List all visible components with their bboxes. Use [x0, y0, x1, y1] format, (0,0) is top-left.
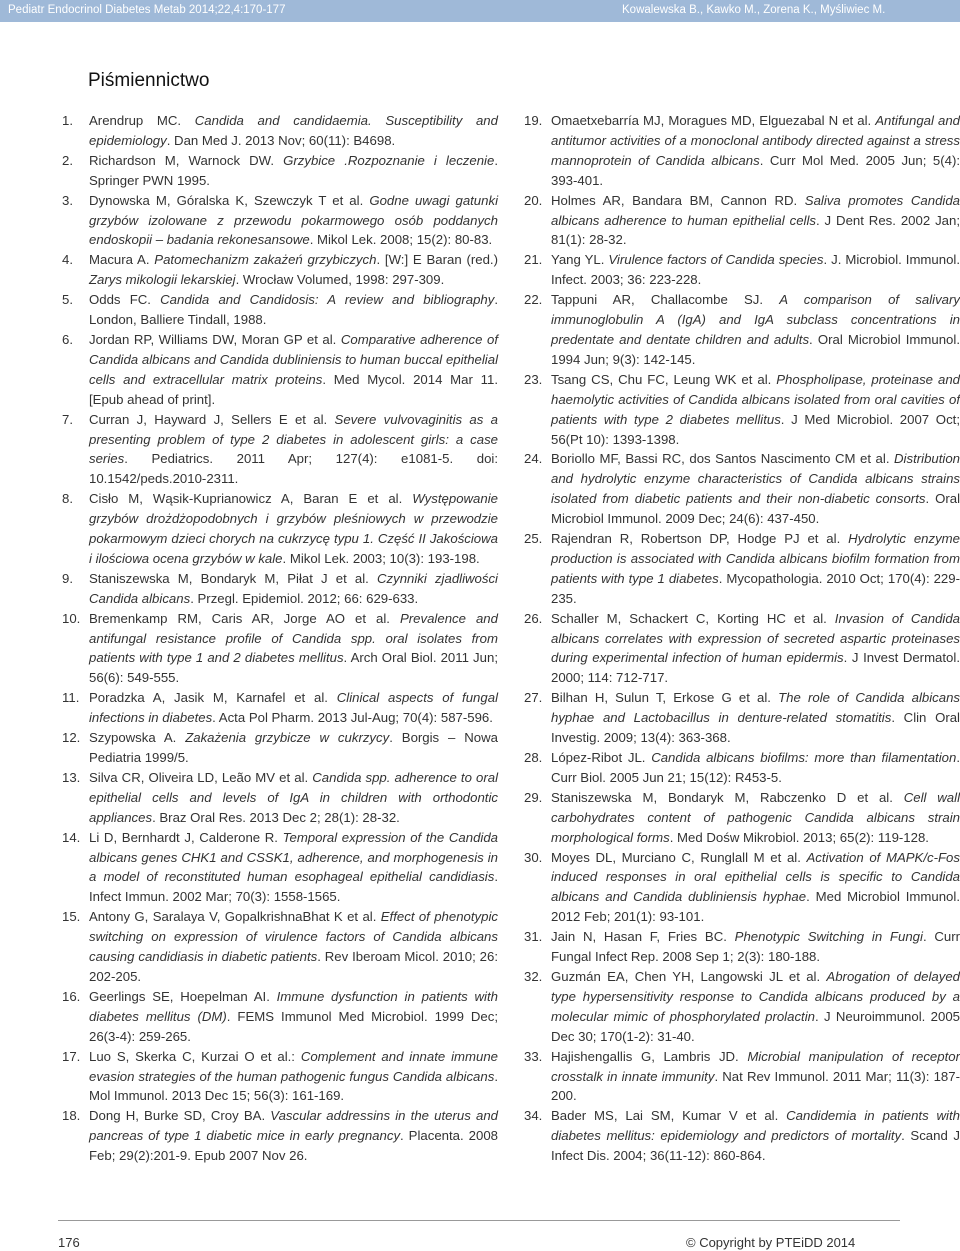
- reference-text: . FEMS Immunol Med Microbiol. 1999 Dec; 26(3-4): 259-265.: [89, 1008, 498, 1044]
- reference-text: . Nat Rev Immunol. 2011 Mar; 11(3): 187-200.: [551, 1068, 960, 1104]
- reference-number: 15.: [62, 909, 81, 925]
- reference-item: [62, 330, 498, 410]
- reference-text: Dong H, Burke SD, Croy BA.: [89, 1108, 271, 1124]
- reference-title: Hydrolytic enzyme production is associated with Candida albicans biofilm formation from patients with type 1 diabetes: [551, 531, 960, 586]
- reference-item: [524, 848, 960, 928]
- footer-divider: [58, 1220, 900, 1221]
- reference-number: 25.: [524, 531, 543, 547]
- reference-item: [62, 768, 498, 828]
- reference-item: [62, 410, 498, 490]
- reference-title: Abrogation of delayed type hypersensitivity response to Candida albicans produced by a molecular mimic of phosphorylated prolactin: [551, 968, 960, 1024]
- reference-text: . Rev Iberoam Micol. 2010; 26: 202-205.: [89, 949, 498, 984]
- reference-text: Jordan RP, Williams DW, Moran GP et al.: [89, 331, 341, 347]
- reference-item: [524, 370, 960, 450]
- reference-number: 33.: [524, 1048, 543, 1064]
- references-column-left: [62, 111, 498, 1166]
- reference-text: Tappuni AR, Challacombe SJ.: [551, 292, 780, 308]
- reference-title: Distribution and hydrolytic enzyme characteristics of Candida albicans strains isolated from diabetic patients and their non-diabetic consorts: [551, 451, 960, 507]
- reference-number: 7.: [62, 411, 73, 427]
- reference-text: . J Neuroimmunol. 2005 Dec 30; 170(1-2): 31-40.: [551, 1008, 960, 1044]
- reference-title: Invasion of Candida albicans correlates with expression of secreted aspartic proteinases during experimental infection of human epidermis: [551, 610, 960, 666]
- reference-item: [62, 609, 498, 689]
- reference-title: Severe vulvovaginitis as a presenting problem of type 2 diabetes in adolescent girls: a case series: [89, 411, 499, 467]
- reference-text: . Oral Microbiol Immunol. 2009 Dec; 24(6): 437-450.: [551, 491, 960, 527]
- reference-title: Antifungal and antitumor activities of a monoclonal antibody directed against a stress mannoprotein of Candida albicans: [551, 113, 960, 168]
- reference-title: Czynniki zjadliwości Candida albicans: [89, 570, 498, 606]
- reference-title: Candida spp. adherence to oral epithelial cells and levels of IgA in children with orthodontic appliances: [89, 769, 498, 825]
- reference-number: 11.: [62, 690, 80, 706]
- reference-text: . Mol Immunol. 2013 Dec 15; 56(3): 161-169.: [89, 1068, 498, 1104]
- reference-number: 6.: [62, 331, 73, 347]
- reference-title: Godne uwagi gatunki grzybów izolowane z przewodu pokarmowego osób poddanych endoskopii – badania rekonesansowe: [89, 192, 499, 248]
- reference-item: [524, 529, 960, 609]
- reference-text: Silva CR, Oliveira LD, Leão MV et al.: [89, 769, 313, 785]
- reference-text: Poradzka A, Jasik M, Karnafel et al.: [89, 690, 337, 706]
- reference-title: Patomechanizm zakażeń grzybiczych: [154, 252, 377, 268]
- copyright-notice: © Copyright by PTEiDD 2014: [686, 1235, 856, 1250]
- reference-text: Schaller M, Schackert C, Korting HC et al.: [551, 610, 835, 626]
- reference-text: Staniszewska M, Bondaryk M, Rabczenko D et al.: [551, 789, 904, 805]
- reference-text: Geerlings SE, Hoepelman AI.: [89, 988, 277, 1004]
- reference-text: . Oral Microbiol Immunol. 1994 Jun; 9(3): 142-145.: [551, 331, 960, 367]
- reference-text: . J Med Microbiol. 2007 Oct; 56(Pt 10): 1393-1398.: [551, 411, 960, 447]
- reference-text: Antony G, Saralaya V, GopalkrishnaBhat K et al.: [89, 909, 381, 925]
- reference-text: . Med Microbiol Immunol. 2012 Feb; 201(1): 93-101.: [551, 889, 960, 925]
- page-number: 176: [58, 1235, 80, 1250]
- reference-number: 22.: [524, 292, 543, 308]
- reference-text: . J Dent Res. 2002 Jan; 81(1): 28-32.: [551, 212, 960, 248]
- reference-number: 5.: [62, 292, 73, 308]
- reference-text: Cisło M, Wąsik-Kuprianowicz A, Baran E et al.: [89, 491, 413, 507]
- reference-text: . Springer PWN 1995.: [89, 152, 498, 188]
- reference-text: Boriollo MF, Bassi RC, dos Santos Nascimento CM et al.: [551, 451, 895, 467]
- reference-number: 28.: [524, 750, 543, 765]
- reference-item: [62, 728, 498, 768]
- reference-number: 18.: [62, 1108, 81, 1124]
- reference-number: 23.: [524, 371, 543, 387]
- reference-item: [62, 191, 498, 251]
- reference-title: Phospholipase, proteinase and haemolytic activities of Candida albicans isolated from oral cavities of patients with type 2 diabetes mellitus: [551, 371, 960, 427]
- reference-item: [524, 111, 960, 191]
- reference-text: . Clin Oral Investig. 2009; 13(4): 363-368.: [551, 710, 960, 746]
- reference-item: [524, 609, 960, 689]
- reference-item: [524, 788, 960, 848]
- reference-item: [62, 569, 498, 609]
- reference-number: 9.: [62, 570, 73, 586]
- reference-title: The role of Candida albicans hyphae and Lactobacillus in denture-related stomatitis: [551, 690, 960, 726]
- reference-item: [524, 967, 960, 1047]
- reference-text: Bremenkamp RM, Caris AR, Jorge AO et al.: [89, 610, 400, 626]
- reference-item: [62, 151, 498, 191]
- reference-text: Szypowska A.: [89, 730, 186, 746]
- reference-number: 24.: [524, 451, 543, 467]
- reference-title: Vascular addressins in the uterus and pancreas of type 1 diabetic mice in early pregnancy: [89, 1108, 498, 1144]
- reference-number: 27.: [524, 690, 543, 706]
- reference-title: Candida and Candidosis: A review and bibliography: [160, 292, 495, 308]
- reference-item: [524, 191, 960, 251]
- reference-number: 32.: [524, 968, 543, 984]
- reference-text: . London, Balliere Tindall, 1988.: [89, 292, 498, 328]
- reference-text: Richardson M, Warnock DW.: [89, 152, 284, 168]
- reference-text: . Curr Fungal Infect Rep. 2008 Sep 1; 2(3): 180-188.: [551, 929, 960, 965]
- reference-title: Activation of MAPK/c-Fos induced responses in oral epithelial cells is specific to Candida albicans and Candida dubliniensis hyphae: [551, 849, 960, 905]
- reference-item: [62, 1106, 498, 1166]
- reference-text: . Infect Immun. 2002 Mar; 70(3): 1558-1565.: [89, 869, 498, 905]
- reference-text: . Med Mycol. 2014 Mar 11. [Epub ahead of print].: [89, 371, 499, 407]
- reference-text: . J. Microbiol. Immunol. Infect. 2003; 36: 223-228.: [551, 252, 960, 288]
- reference-number: 13.: [62, 769, 81, 785]
- reference-title: Temporal expression of the Candida albicans genes CHK1 and CSSK1, adherence, and morphogenesis in a model of reconstituted human esophageal epithelial candidiasis: [89, 829, 499, 885]
- references-column-right: [524, 111, 960, 1166]
- reference-text: Yang YL.: [551, 252, 609, 268]
- reference-item: [62, 987, 498, 1047]
- reference-text: . Mikol Lek. 2008; 15(2): 80-83.: [309, 232, 493, 248]
- reference-title: Candida albicans biofilms: more than filamentation: [651, 750, 957, 765]
- journal-header-bar: [0, 0, 960, 22]
- reference-text: . Borgis – Nowa Pediatria 1999/5.: [89, 730, 498, 765]
- reference-item: [524, 290, 960, 370]
- reference-text: . [W:] E Baran (red.): [376, 252, 498, 268]
- reference-number: 2.: [62, 152, 73, 168]
- reference-title: Saliva promotes Candida albicans adherence to human epithelial cells: [551, 192, 960, 228]
- reference-item: [524, 1047, 960, 1107]
- reference-text: Bader MS, Lai SM, Kumar V et al.: [551, 1108, 787, 1124]
- reference-title: Comparative adherence of Candida albicans and Candida dubliniensis to human buccal epithelial cells and extracellular matrix proteins: [89, 331, 498, 387]
- reference-title: Zakażenia grzybicze w cukrzycy: [185, 730, 390, 746]
- reference-number: 14.: [62, 829, 81, 845]
- reference-number: 30.: [524, 849, 543, 865]
- reference-number: 31.: [524, 929, 543, 945]
- reference-item: [524, 449, 960, 529]
- reference-text: . Mikol Lek. 2003; 10(3): 193-198.: [282, 550, 480, 566]
- reference-number: 1.: [62, 113, 73, 128]
- reference-text: Moyes DL, Murciano C, Runglall M et al.: [551, 849, 807, 865]
- reference-item: [524, 748, 960, 788]
- reference-text: . Acta Pol Pharm. 2013 Jul-Aug; 70(4): 587-596.: [212, 710, 493, 726]
- reference-title: Grzybice .Rozpoznanie i leczenie: [283, 152, 495, 168]
- reference-text: . Curr Mol Med. 2005 Jun; 5(4): 393-401.: [551, 152, 960, 188]
- reference-number: 29.: [524, 789, 543, 805]
- reference-number: 26.: [524, 610, 543, 626]
- reference-text: . Pediatrics. 2011 Apr; 127(4): e1081-5. doi: 10.1542/peds.2010-2311.: [89, 451, 498, 487]
- reference-item: [524, 927, 960, 967]
- reference-number: 12.: [62, 730, 81, 746]
- reference-text: Tsang CS, Chu FC, Leung WK et al.: [551, 371, 777, 387]
- reference-text: Holmes AR, Bandara BM, Cannon RD.: [551, 192, 805, 208]
- reference-title: Phenotypic Switching in Fungi: [734, 929, 923, 945]
- reference-item: [62, 1047, 498, 1107]
- article-authors: Kowalewska B., Kawko M., Zorena K., Myśliwiec M.: [622, 4, 886, 16]
- reference-text: . J Invest Dermatol. 2000; 114: 712-717.: [551, 650, 960, 686]
- reference-text: . Mycopathologia. 2010 Oct; 170(4): 229-235.: [551, 570, 960, 606]
- reference-text: Guzmán EA, Chen YH, Langowski JL et al.: [551, 968, 827, 984]
- section-title: Piśmiennictwo: [88, 70, 210, 91]
- reference-item: [62, 907, 498, 987]
- reference-item: [62, 489, 498, 569]
- reference-title: Prevalence and antifungal resistance profile of Candida spp. oral isolates from patients with type 1 and 2 diabetes mellitus: [89, 610, 498, 666]
- reference-number: 3.: [62, 192, 73, 208]
- journal-citation: Pediatr Endocrinol Diabetes Metab 2014;22,4:170-177: [8, 4, 286, 16]
- reference-text: . Arch Oral Biol. 2011 Jun; 56(6): 549-555.: [89, 650, 498, 686]
- reference-item: [524, 688, 960, 748]
- reference-text: Omaetxebarría MJ, Moragues MD, Elguezabal N et al.: [551, 113, 876, 128]
- reference-title: Candida and candidaemia. Susceptibility and epidemiology: [89, 113, 498, 148]
- reference-number: 34.: [524, 1108, 543, 1124]
- reference-item: [524, 250, 960, 290]
- reference-number: 10.: [62, 610, 81, 626]
- reference-text: Arendrup MC.: [89, 113, 195, 128]
- reference-title: Clinical aspects of fungal infections in diabetes: [89, 690, 498, 726]
- reference-text: . Curr Biol. 2005 Jun 21; 15(12): R453-5.: [551, 750, 960, 785]
- reference-item: [524, 1106, 960, 1166]
- reference-text: Jain N, Hasan F, Fries BC.: [551, 929, 735, 945]
- reference-text: Luo S, Skerka C, Kurzai O et al.:: [89, 1048, 301, 1064]
- reference-text: . Med Dośw Mikrobiol. 2013; 65(2): 119-128.: [669, 829, 929, 845]
- reference-number: 8.: [62, 491, 73, 507]
- reference-title: A comparison of salivary immunoglobulin A (IgA) and IgA subclass concentrations in predentate and dentate children and adults: [551, 292, 960, 347]
- reference-item: [62, 828, 498, 908]
- reference-number: 16.: [62, 988, 81, 1004]
- reference-text: Hajishengallis G, Lambris JD.: [551, 1048, 748, 1064]
- reference-text: . Braz Oral Res. 2013 Dec 2; 28(1): 28-32.: [152, 809, 400, 825]
- reference-item: [62, 111, 498, 151]
- reference-number: 17.: [62, 1048, 81, 1064]
- reference-number: 4.: [62, 252, 73, 268]
- reference-item: [62, 290, 498, 330]
- reference-item: [62, 688, 498, 728]
- reference-title: Complement and innate immune evasion strategies of the human pathogenic fungus Candida albicans: [89, 1048, 498, 1084]
- reference-text: Li D, Bernhardt J, Calderone R.: [89, 829, 283, 845]
- reference-title: Cell wall carbohydrates content of pathogenic Candida albicans strain morphological forms: [551, 789, 960, 845]
- reference-title: Zarys mikologii lekarskiej: [89, 272, 236, 288]
- reference-text: Rajendran R, Robertson DP, Hodge PJ et al.: [551, 531, 849, 547]
- reference-text: Bilhan H, Sulun T, Erkose G et al.: [551, 690, 779, 706]
- reference-title: Immune dysfunction in patients with diabetes mellitus (DM): [89, 988, 498, 1024]
- reference-text: Curran J, Hayward J, Sellers E et al.: [89, 411, 335, 427]
- reference-text: . Scand J Infect Dis. 2004; 36(11-12): 860-864.: [551, 1128, 960, 1164]
- reference-text: Dynowska M, Góralska K, Szewczyk T et al.: [89, 192, 370, 208]
- reference-text: . Wrocław Volumed, 1998: 297-309.: [235, 272, 445, 288]
- reference-title: Virulence factors of Candida species: [608, 252, 824, 268]
- reference-text: Staniszewska M, Bondaryk M, Piłat J et al.: [89, 570, 377, 586]
- reference-number: 20.: [524, 192, 543, 208]
- reference-title: Microbial manipulation of receptor crosstalk in innate immunity: [551, 1048, 960, 1084]
- reference-text: . Przegl. Epidemiol. 2012; 66: 629-633.: [190, 590, 419, 606]
- reference-text: Macura A.: [89, 252, 155, 268]
- reference-title: Effect of phenotypic switching on expression of virulence factors of Candida albicans causing candidiasis in diabetic patients: [89, 909, 498, 965]
- reference-text: Odds FC.: [89, 292, 161, 308]
- reference-number: 21.: [524, 252, 543, 268]
- reference-text: . Placenta. 2008 Feb; 29(2):201-9. Epub 2007 Nov 26.: [89, 1128, 498, 1164]
- reference-text: López-Ribot JL.: [551, 750, 652, 765]
- reference-text: . Dan Med J. 2013 Nov; 60(11): B4698.: [166, 132, 396, 148]
- reference-title: Candidemia in patients with diabetes mellitus: epidemiology and predictors of mortality: [551, 1108, 960, 1144]
- reference-item: [62, 250, 498, 290]
- reference-number: 19.: [524, 113, 543, 128]
- reference-title: Występowanie grzybów drożdżopodobnych i grzybów pleśniowych w przewodzie pokarmowym dzieci chorych na cukrzycę typu 1. Część II Jakościowa i ilościowa ocena grzybów w kale: [89, 491, 498, 566]
